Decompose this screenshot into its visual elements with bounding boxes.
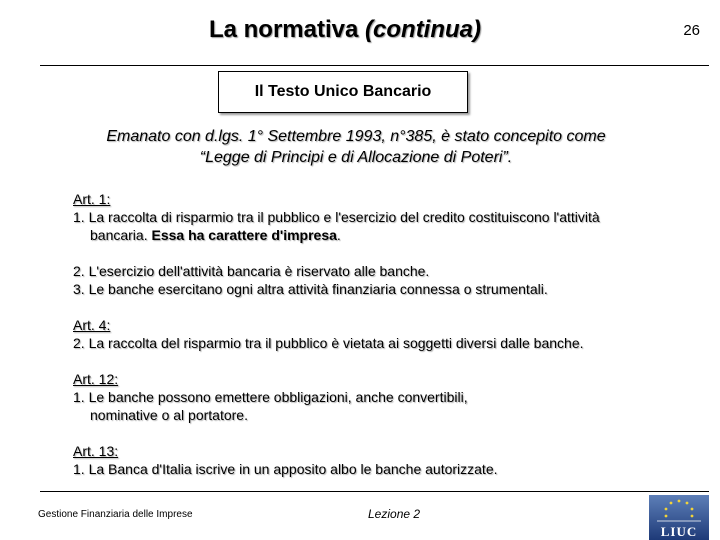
top-divider [40, 65, 709, 66]
intro-line-2: “Legge di Principi e di Allocazione di Poteri”. [199, 149, 513, 166]
art4-heading: Art. 4: [73, 317, 111, 333]
art1-item1-bold: Essa ha carattere d'impresa [151, 227, 337, 243]
art1-item3: 3. Le banche esercitano ogni altra attività finanziaria connessa o strumentali. [73, 281, 548, 297]
intro-paragraph [0, 126, 712, 168]
art1-item1-line1: 1. La raccolta di risparmio tra il pubblico e l'esercizio del credito costituiscono l'attività [73, 209, 600, 225]
articles-list [73, 190, 713, 478]
art12-heading: Art. 12: [73, 371, 119, 387]
slide-title-italic: (continua) [365, 16, 482, 43]
bottom-divider [40, 491, 709, 492]
art1-item1-suffix: . [336, 227, 341, 243]
footer-course-name: Gestione Finanziaria delle Imprese [38, 509, 193, 520]
art13-heading: Art. 13: [73, 443, 119, 459]
art1-item2: 2. L'esercizio dell'attività bancaria è riservato alle banche. [73, 263, 430, 279]
liuc-logo [649, 495, 709, 540]
slide-title [0, 16, 690, 44]
art1-item1-line2 [73, 226, 713, 244]
slide-title-main: La normativa [208, 16, 359, 43]
spacer [73, 298, 713, 316]
page-number: 26 [683, 22, 700, 39]
logo-text: LIUC [660, 524, 698, 539]
subtitle-box [218, 71, 468, 113]
spacer [73, 244, 713, 262]
intro-line-1: Emanato con d.lgs. 1° Settembre 1993, n°385, è stato concepito come [106, 128, 606, 145]
spacer [73, 424, 713, 442]
footer-lesson: Lezione 2 [368, 507, 421, 521]
art12-item1-line1: 1. Le banche possono emettere obbligazioni, anche convertibili, [73, 389, 468, 405]
art1-item1-prefix: bancaria. [90, 227, 148, 243]
subtitle-text: Il Testo Unico Bancario [254, 83, 432, 100]
art12-item1-line2: nominative o al portatore. [90, 407, 248, 423]
art4-item2: 2. La raccolta del risparmio tra il pubblico è vietata ai soggetti diversi dalle banche. [73, 335, 584, 351]
art1-heading: Art. 1: [73, 191, 111, 207]
spacer [73, 352, 713, 370]
art13-item1: 1. La Banca d'Italia iscrive in un apposito albo le banche autorizzate. [73, 461, 498, 477]
